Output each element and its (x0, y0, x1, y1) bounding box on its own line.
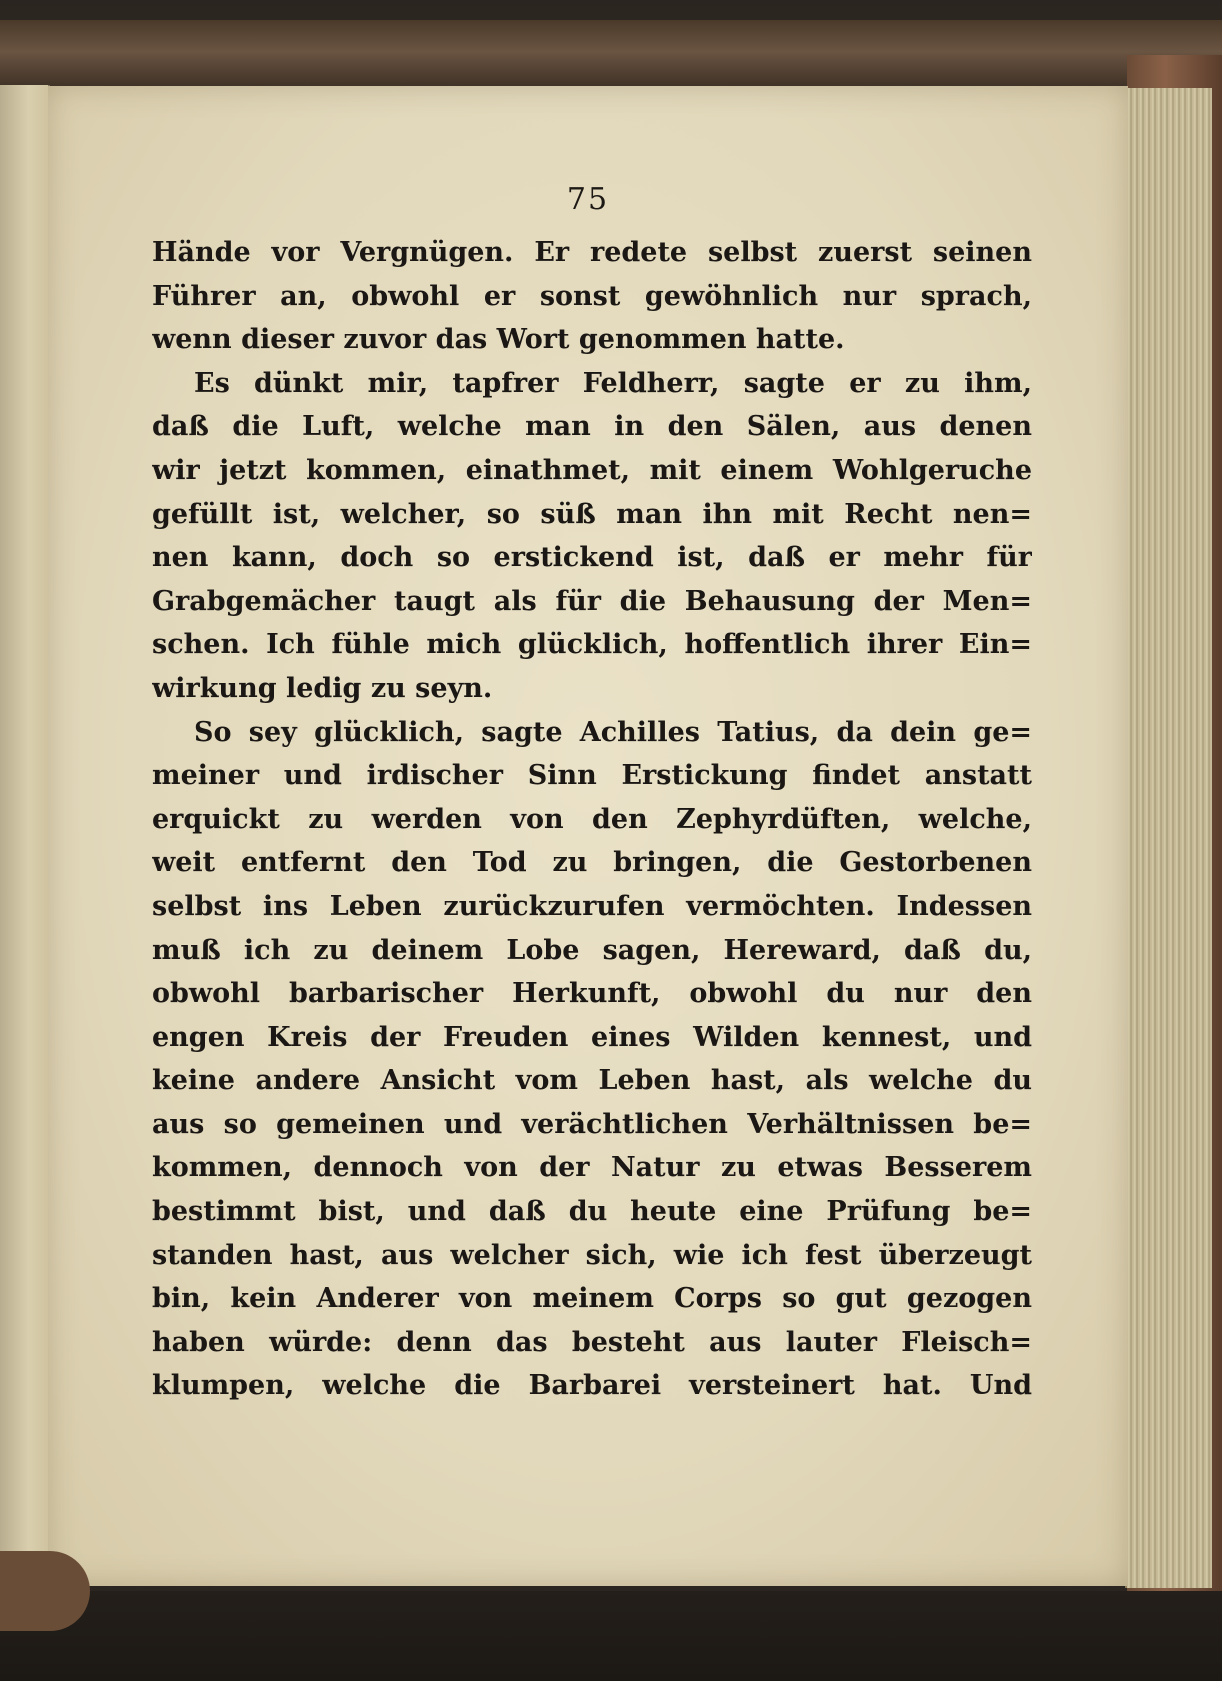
text-line: selbst ins Leben zurückzurufen vermöchten. Indessen (152, 890, 1032, 922)
scan-bottom-margin (0, 1591, 1222, 1681)
text-line: klumpen, welche die Barbarei versteinert hat. Und (152, 1370, 1032, 1402)
book-strap (0, 1551, 90, 1631)
text-line: erquickt zu werden von den Zephyrdüften, welche, (152, 803, 1032, 835)
text-line: So sey glücklich, sagte Achilles Tatius, da dein ge= (194, 716, 1032, 748)
text-line: haben würde: denn das besteht aus lauter Fleisch= (152, 1326, 1032, 1358)
book-page (48, 86, 1128, 1586)
book-cover-top (0, 20, 1222, 90)
text-line: daß die Luft, welche man in den Sälen, aus denen (152, 411, 1032, 443)
text-line: kommen, dennoch von der Natur zu etwas Besserem (152, 1152, 1032, 1184)
text-line: standen hast, aus welcher sich, wie ich fest überzeugt (152, 1239, 1032, 1271)
page-stack-edge (1125, 88, 1212, 1588)
text-line: engen Kreis der Freuden eines Wilden kennest, und (152, 1021, 1032, 1053)
text-line: Grabgemächer taugt als für die Behausung der Men= (152, 585, 1032, 617)
text-line: wir jetzt kommen, einathmet, mit einem Wohlgeruche (152, 454, 1032, 486)
text-line: gefüllt ist, welcher, so süß man ihn mit Recht nen= (152, 498, 1032, 530)
text-line: bestimmt bist, und daß du heute eine Prüfung be= (152, 1196, 1032, 1228)
text-line: Hände vor Vergnügen. Er redete selbst zuerst seinen (152, 237, 1032, 268)
text-line: muß ich zu deinem Lobe sagen, Hereward, daß du, (152, 934, 1032, 966)
text-line: obwohl barbarischer Herkunft, obwohl du nur den (152, 978, 1032, 1010)
text-line: bin, kein Anderer von meinem Corps so gut gezogen (152, 1283, 1032, 1315)
text-line: Führer an, obwohl er sonst gewöhnlich nur sprach, (152, 280, 1032, 312)
text-line: wenn dieser zuvor das Wort genommen hatte. (152, 324, 845, 356)
text-line: meiner und irdischer Sinn Erstickung findet anstatt (152, 760, 1032, 792)
page-text (152, 231, 1032, 1408)
text-line: schen. Ich fühle mich glücklich, hoffentlich ihrer Ein= (152, 629, 1032, 661)
page-number: 75 (566, 182, 610, 217)
text-line: aus so gemeinen und verächtlichen Verhältnissen be= (152, 1108, 1032, 1140)
text-line: keine andere Ansicht vom Leben hast, als welche du (152, 1065, 1032, 1097)
text-line: nen kann, doch so erstickend ist, daß er mehr für (152, 542, 1032, 574)
text-line: wirkung ledig zu seyn. (152, 672, 493, 704)
text-line: Es dünkt mir, tapfrer Feldherr, sagte er zu ihm, (194, 367, 1032, 399)
left-page-edge (0, 85, 50, 1585)
text-line: weit entfernt den Tod zu bringen, die Gestorbenen (152, 847, 1032, 879)
